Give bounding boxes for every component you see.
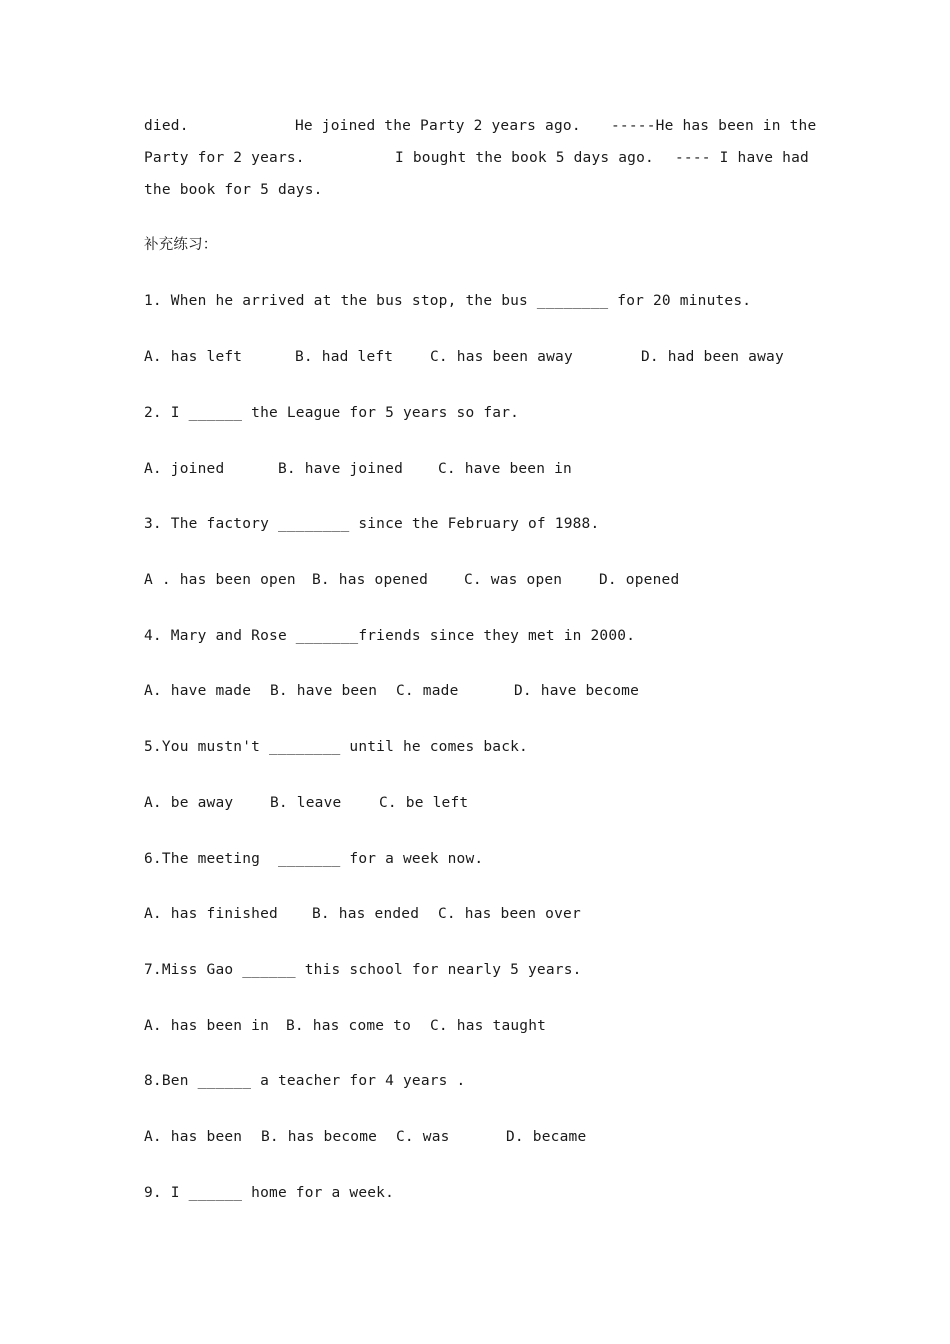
intro-line-1-part-c: -----He has been in the xyxy=(611,118,817,134)
question-stem-7: 7.Miss Gao ______ this school for nearly 5 years. xyxy=(144,962,582,978)
option-8-b: B. has become xyxy=(261,1129,378,1145)
option-1-a: A. has left xyxy=(144,349,243,365)
intro-line-2-part-a: Party for 2 years. xyxy=(144,150,305,166)
section-title: 补充练习： xyxy=(144,237,218,253)
question-stem-9: 9. I ______ home for a week. xyxy=(144,1185,395,1201)
option-4-c: C. made xyxy=(396,683,459,699)
option-8-c: C. was xyxy=(396,1129,450,1145)
option-1-d: D. had been away xyxy=(641,349,784,365)
option-6-b: B. has ended xyxy=(312,906,420,922)
option-2-c: C. have been in xyxy=(438,461,572,477)
option-3-b: B. has opened xyxy=(312,572,429,588)
intro-line-2-part-c: ---- I have had xyxy=(675,150,809,166)
option-5-a: A. be away xyxy=(144,795,234,811)
option-5-b: B. leave xyxy=(270,795,342,811)
question-stem-4: 4. Mary and Rose _______friends since they met in 2000. xyxy=(144,628,636,644)
option-8-d: D. became xyxy=(506,1129,587,1145)
question-stem-3: 3. The factory ________ since the February of 1988. xyxy=(144,516,600,532)
option-5-c: C. be left xyxy=(379,795,469,811)
option-1-b: B. had left xyxy=(295,349,394,365)
option-4-b: B. have been xyxy=(270,683,378,699)
question-stem-2: 2. I ______ the League for 5 years so far. xyxy=(144,405,520,421)
option-3-a: A . has been open xyxy=(144,572,296,588)
intro-line-1-part-a: died. xyxy=(144,118,189,134)
option-4-d: D. have become xyxy=(514,683,640,699)
question-stem-1: 1. When he arrived at the bus stop, the bus ________ for 20 minutes. xyxy=(144,293,752,309)
question-stem-8: 8.Ben ______ a teacher for 4 years . xyxy=(144,1073,466,1089)
option-2-a: A. joined xyxy=(144,461,225,477)
intro-line-2-part-b: I bought the book 5 days ago. xyxy=(395,150,654,166)
option-8-a: A. has been xyxy=(144,1129,243,1145)
intro-line-1-part-b: He joined the Party 2 years ago. xyxy=(295,118,581,134)
option-7-b: B. has come to xyxy=(286,1018,412,1034)
question-stem-6: 6.The meeting _______ for a week now. xyxy=(144,851,484,867)
option-7-c: C. has taught xyxy=(430,1018,547,1034)
question-stem-5: 5.You mustn't ________ until he comes back. xyxy=(144,739,528,755)
option-1-c: C. has been away xyxy=(430,349,573,365)
option-4-a: A. have made xyxy=(144,683,252,699)
option-6-c: C. has been over xyxy=(438,906,581,922)
option-2-b: B. have joined xyxy=(278,461,404,477)
option-6-a: A. has finished xyxy=(144,906,278,922)
intro-line-3: the book for 5 days. xyxy=(144,182,323,198)
option-3-d: D. opened xyxy=(599,572,680,588)
option-7-a: A. has been in xyxy=(144,1018,270,1034)
option-3-c: C. was open xyxy=(464,572,563,588)
